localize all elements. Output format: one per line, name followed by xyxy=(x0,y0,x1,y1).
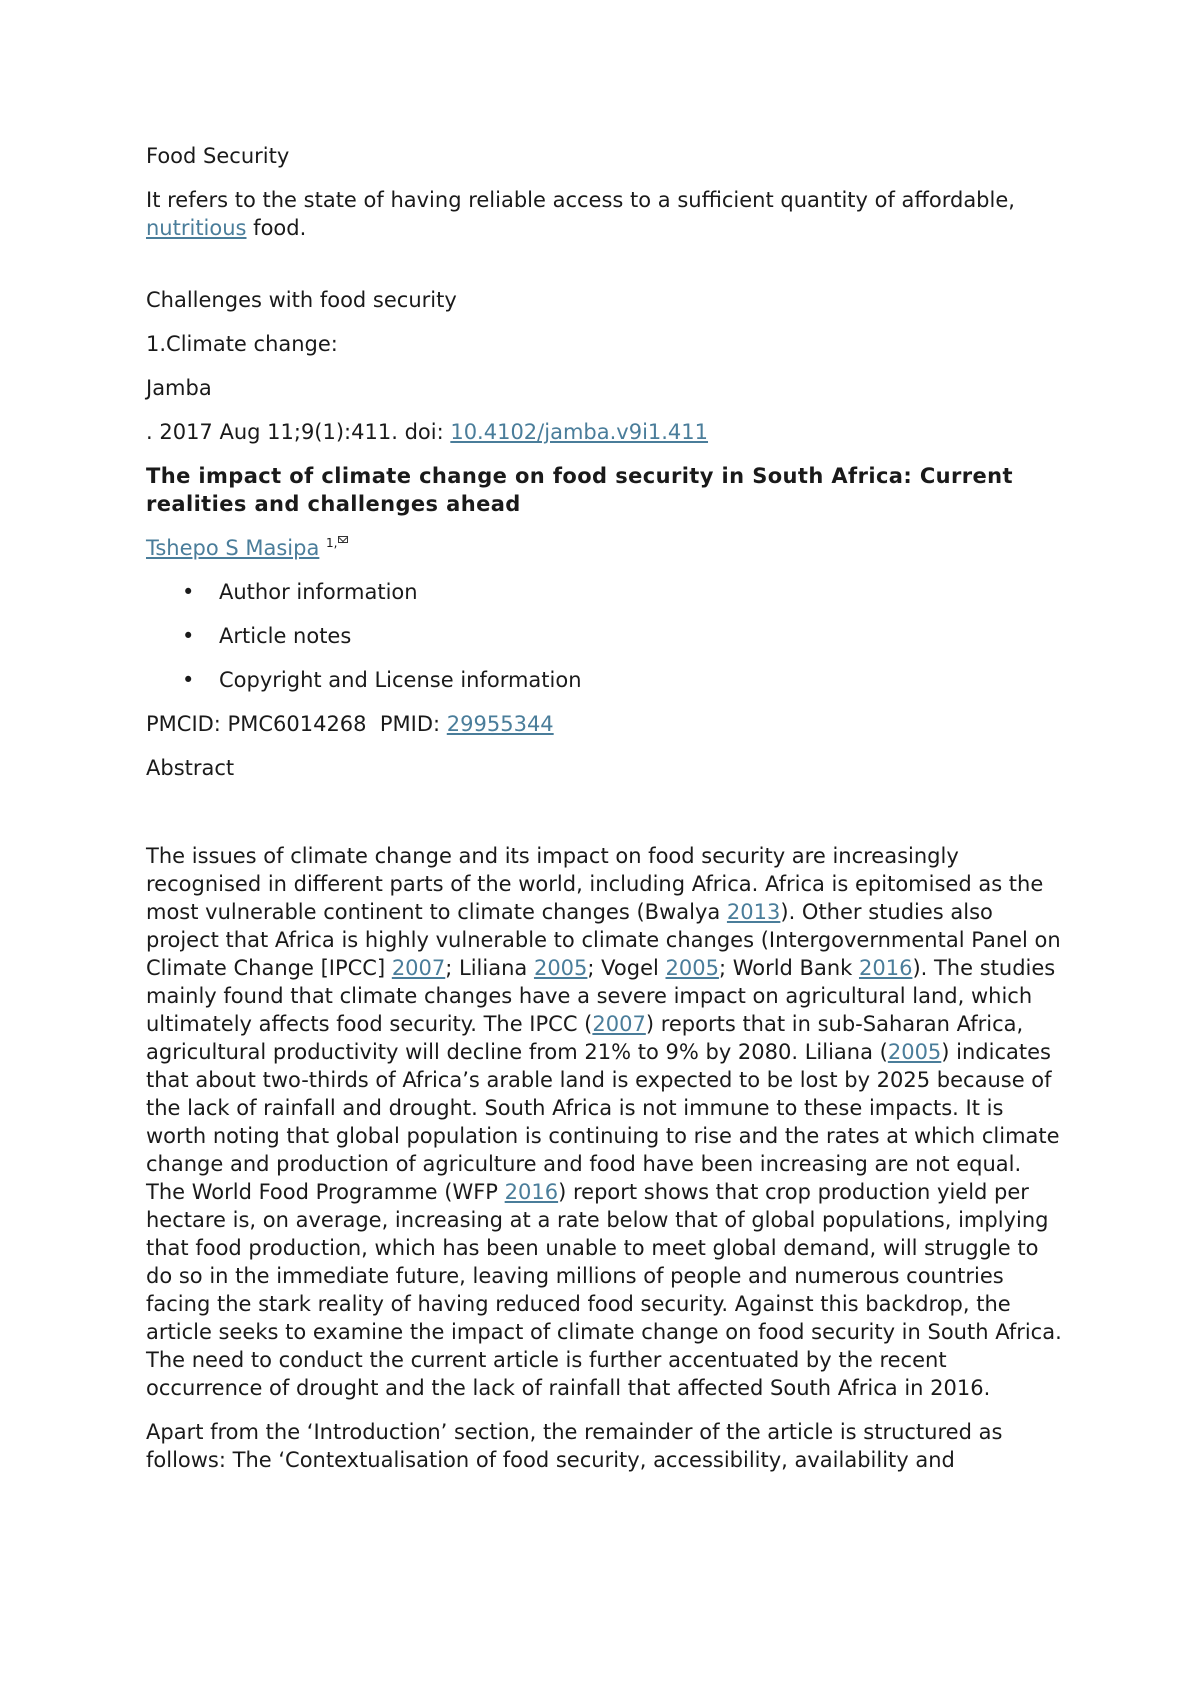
climate-change-heading: 1.Climate change: xyxy=(146,332,338,356)
citation-line: . 2017 Aug 11;9(1):411. doi: 10.4102/jamba.v9i1.411 xyxy=(146,420,709,444)
page-heading: Food Security xyxy=(146,144,290,168)
author-link[interactable]: Tshepo S Masipa xyxy=(146,536,320,560)
ref-link[interactable]: 2007 xyxy=(391,956,446,980)
author-line xyxy=(146,534,1066,562)
pmid-link[interactable]: 29955344 xyxy=(446,712,554,736)
abstract-body: The issues of climate change and its impact on food security are increasingly recognised in different parts of the world, including Africa. Africa is epitomised as the most vulnerable continent to climate changes (Bwalya 2013). Other studies also project that Africa is highly vulnerable to climate changes (Intergovernmental Panel on Climate Change [IPCC] 2007; Liliana 2005; Vogel 2005; World Bank 2016). The studies mainly found that climate changes have a severe impact on agricultural land, which ultimately affects food security. The IPCC (2007) reports that in sub-Saharan Africa, agricultural productivity will decline from 21% to 9% by 2080. Liliana (2005) indicates that about two-thirds of Africa’s arable land is expected to be lost by 2025 because of the lack of rainfall and drought. South Africa is not immune to these impacts. It is worth noting that global population is continuing to rise and the rates at which climate change and production of agriculture and food have been increasing are not equal. The World Food Programme (WFP 2016) report shows that crop production yield per hectare is, on average, increasing at a rate below that of global populations, implying that food production, which has been unable to meet global demand, will struggle to do so in the immediate future, leaving millions of people and numerous countries facing the stark reality of having reduced food security. Against this backdrop, the article seeks to examine the impact of climate change on food security in South Africa. The need to conduct the current article is further accentuated by the recent occurrence of drought and the lack of rainfall that affected South Africa in 2016. xyxy=(146,844,1062,1400)
author-information-item[interactable]: • Author information xyxy=(146,578,1066,606)
article-title: The impact of climate change on food security in South Africa: Current realities and challenges ahead xyxy=(146,464,1013,516)
definition-paragraph: It refers to the state of having reliable access to a sufficient quantity of affordable, nutritious food. xyxy=(146,188,1015,240)
ref-link[interactable]: 2005 xyxy=(887,1040,942,1064)
journal-name: Jamba xyxy=(146,376,212,400)
abstract-label: Abstract xyxy=(146,756,235,780)
article-notes-item[interactable]: • Article notes xyxy=(146,622,1066,650)
ref-link[interactable]: 2013 xyxy=(726,900,781,924)
nutritious-link[interactable]: nutritious xyxy=(146,216,247,240)
challenges-heading: Challenges with food security xyxy=(146,288,457,312)
identifiers-line: PMCID: PMC6014268 PMID: 29955344 xyxy=(146,712,554,736)
structure-paragraph: Apart from the ‘Introduction’ section, the remainder of the article is structured as follows: The ‘Contextualisation of food security, accessibility, availability and xyxy=(146,1420,1003,1472)
article-info-list xyxy=(146,578,1066,694)
ref-link[interactable]: 2005 xyxy=(533,956,588,980)
envelope-icon[interactable] xyxy=(338,536,348,543)
ref-link[interactable]: 2005 xyxy=(665,956,719,980)
ref-link[interactable]: 2016 xyxy=(504,1180,559,1204)
ref-link[interactable]: 2016 xyxy=(858,956,913,980)
author-affiliation-sup: 1, xyxy=(326,536,338,550)
copyright-license-item[interactable]: • Copyright and License information xyxy=(146,666,1066,694)
doi-link[interactable]: 10.4102/jamba.v9i1.411 xyxy=(450,420,709,444)
ref-link[interactable]: 2007 xyxy=(592,1012,646,1036)
document-page xyxy=(146,142,1066,1490)
